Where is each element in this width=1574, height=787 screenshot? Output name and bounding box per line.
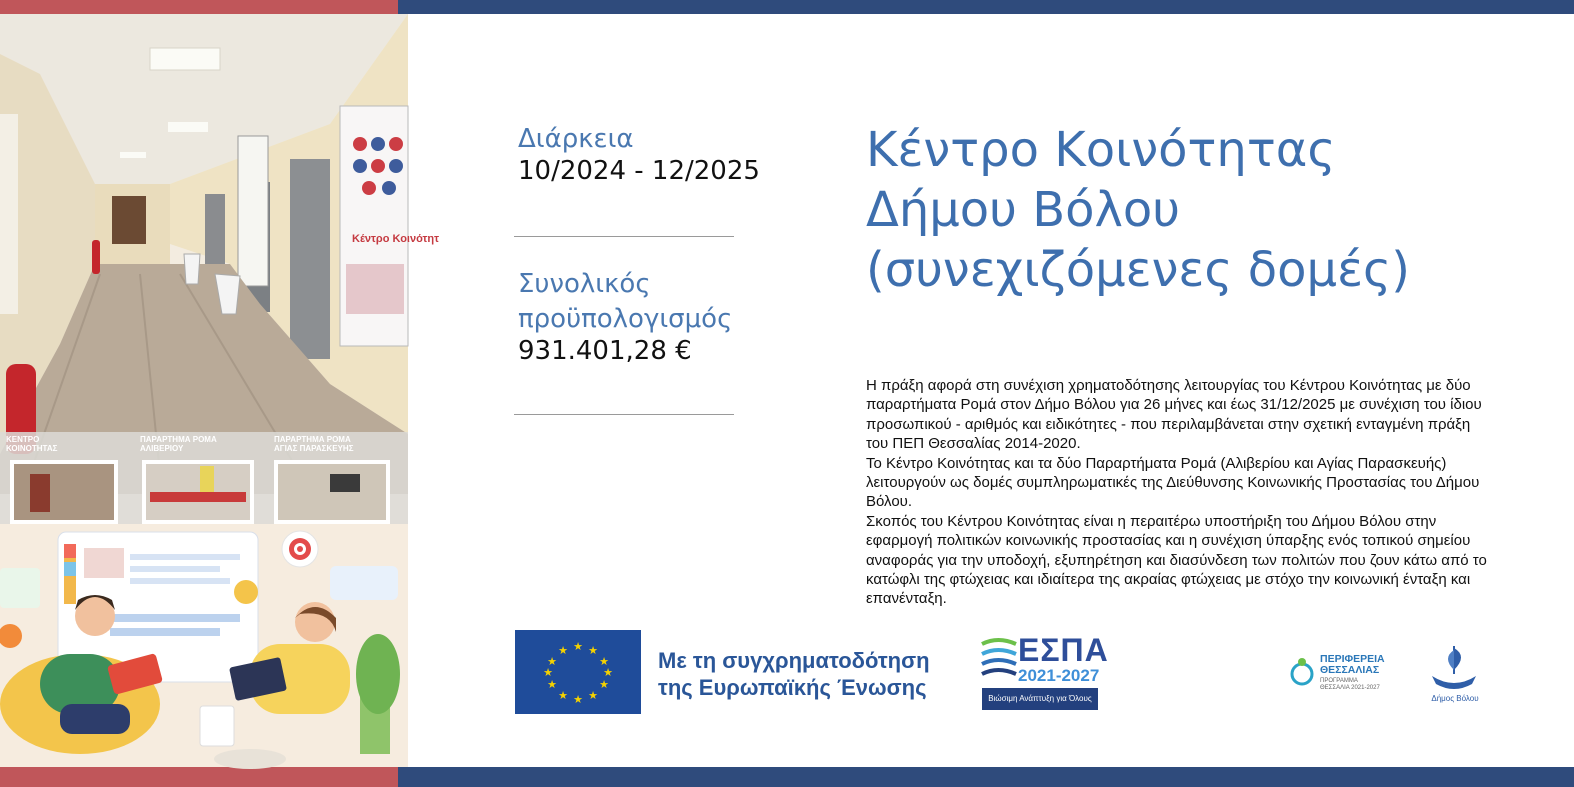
budget-label-line2: προϋπολογισμός <box>518 304 733 334</box>
svg-text:★: ★ <box>599 678 609 691</box>
espa-logo <box>980 630 1110 712</box>
svg-text:★: ★ <box>547 655 557 668</box>
title-line2: Δήμου Βόλου <box>866 182 1181 238</box>
svg-text:★: ★ <box>573 640 583 653</box>
bottom-accent-bar-navy <box>398 767 1574 787</box>
project-description <box>866 376 1496 609</box>
svg-text:★: ★ <box>558 689 568 702</box>
branch-label-agia-paraskevi: ΠΑΡΑΡΤΗΜΑ ΡΟΜΑ ΑΓΙΑΣ ΠΑΡΑΣΚΕΥΗΣ <box>274 435 354 453</box>
espa-tagline: Βιώσιμη Ανάπτυξη για Όλους <box>982 688 1098 710</box>
bottom-accent-bar-red <box>0 767 398 787</box>
duration-value: 10/2024 - 12/2025 <box>518 156 760 186</box>
title-line1: Κέντρο Κοινότητας <box>866 122 1336 178</box>
description-paragraph-3: Σκοπός του Κέντρου Κοινότητας είναι η περαιτέρω υποστήριξη του Δήμου Βόλου στην εφαρμογή πολιτικών κοινωνικής προστασίας και η συνέχιση ύπαρξης ενός τοπικού σημείου αναφοράς για την υποδοχή, εξυπηρέτηση και διασύνδεση των πολιτών που ζουν κάτω από το κατώφλι της φτώχειας και ιδιαίτερα της ακραίας φτώχειας με στόχο την κοινωνική ένταξη και επανένταξη. <box>866 512 1487 608</box>
region-name-line1: ΠΕΡΙΦΕΡΕΙΑ <box>1320 653 1385 665</box>
svg-text:★: ★ <box>599 655 609 668</box>
branch-label-community-center: ΚΕΝΤΡΟ ΚΟΙΝΟΤΗΤΑΣ <box>6 435 58 453</box>
argo-ship-icon <box>1428 640 1480 694</box>
branch-label-aliveri: ΠΑΡΑΡΤΗΜΑ ΡΟΜΑ ΑΛΙΒΕΡΙΟΥ <box>140 435 217 453</box>
municipality-volos-logo <box>1428 640 1480 706</box>
region-emblem-icon <box>1290 654 1314 690</box>
budget-label-line1: Συνολικός <box>518 269 651 299</box>
svg-text:★: ★ <box>547 678 557 691</box>
top-accent-bar-red <box>0 0 398 14</box>
volos-name: Δήμος Βόλου <box>1431 694 1479 703</box>
svg-text:★: ★ <box>573 693 583 706</box>
title-line3: (συνεχιζόμενες δομές) <box>866 242 1410 298</box>
svg-text:★: ★ <box>588 689 598 702</box>
eu-text-line1: Με τη συγχρηματοδότηση <box>658 648 930 673</box>
region-program <box>1320 678 1380 692</box>
top-accent-bar-navy <box>398 0 1574 14</box>
eu-cofunding-text <box>658 647 968 701</box>
budget-value: 931.401,28 € <box>518 336 692 366</box>
description-paragraph-1: Η πράξη αφορά στη συνέχιση χρηματοδότησης λειτουργίας του Κέντρου Κοινότητας με δύο παραρτήματα Ρομά στον Δήμο Βόλου για 26 μήνες και έως 31/12/2025 με συνέχιση του ίδιου προσωπικού - αριθμός και ειδικότητες - που περιλαμβάνεται στην σχετική ενταγμένη πράξη του ΠΕΠ Θεσσαλίας 2014-2020. <box>866 377 1482 453</box>
region-thessaly-logo <box>1290 652 1400 698</box>
svg-text:★: ★ <box>603 666 613 679</box>
duration-label: Διάρκεια <box>518 124 634 154</box>
page-title <box>866 120 1506 300</box>
region-program-line2: ΘΕΣΣΑΛΙΑ 2021-2027 <box>1320 685 1380 691</box>
espa-years: 2021-2027 <box>1018 666 1100 685</box>
divider-top <box>514 236 734 237</box>
svg-text:★: ★ <box>588 644 598 657</box>
region-name <box>1320 654 1385 676</box>
community-center-photo-panel <box>0 14 440 767</box>
espa-title: ΕΣΠΑ <box>1018 632 1109 668</box>
svg-text:★: ★ <box>558 644 568 657</box>
region-program-line1: ΠΡΟΓΡΑΜΜΑ <box>1320 678 1358 684</box>
region-name-line2: ΘΕΣΣΑΛΙΑΣ <box>1320 664 1380 676</box>
divider-bottom <box>514 414 734 415</box>
poster-text: Κέντρο Κοινότητ <box>352 233 440 245</box>
description-paragraph-2: Το Κέντρο Κοινότητας και τα δύο Παραρτήματα Ρομά (Αλιβερίου και Αγίας Παρασκευής) λειτουργούν ως δομές συμπληρωματικές της Διεύθυνσης Κοινωνικής Προστασίας του Δήμου Βόλου. <box>866 454 1480 511</box>
eu-text-line2: της Ευρωπαϊκής Ένωσης <box>658 675 927 700</box>
svg-text:★: ★ <box>543 666 553 679</box>
eu-flag-logo <box>515 630 641 714</box>
